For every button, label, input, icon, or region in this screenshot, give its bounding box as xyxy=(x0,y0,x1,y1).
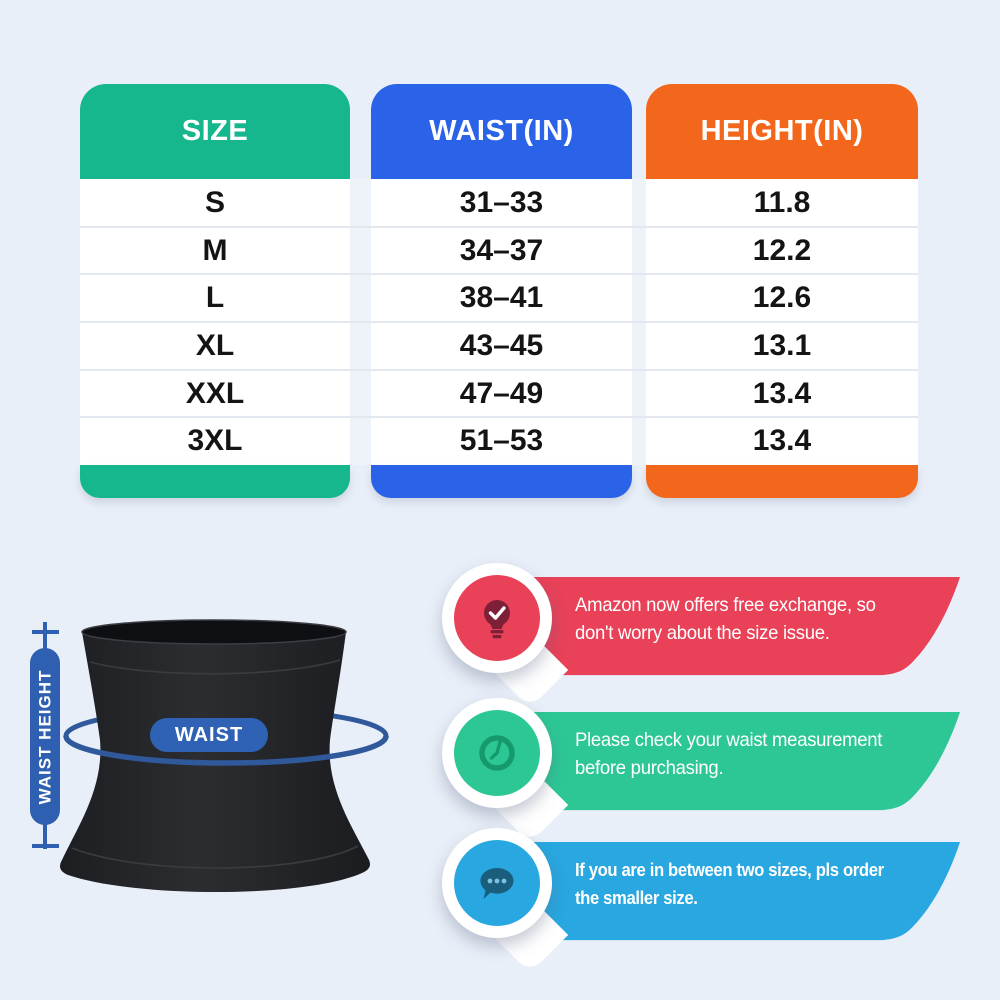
table-footer-bar-blue xyxy=(371,465,632,498)
note-text xyxy=(575,855,925,913)
table-row xyxy=(80,179,918,227)
lightbulb-check-icon xyxy=(473,594,521,642)
column-header-height xyxy=(646,84,918,179)
cell-waist: 47–49 xyxy=(459,376,544,410)
column-header-size xyxy=(80,84,350,179)
waist-label-pill xyxy=(150,718,268,752)
cell-size: L xyxy=(205,281,225,315)
column-header-waist xyxy=(371,84,632,179)
note-text xyxy=(575,590,925,648)
badge-circle xyxy=(442,698,552,808)
table-row xyxy=(80,227,918,275)
note-text xyxy=(575,725,925,783)
badge-circle xyxy=(442,828,552,938)
cell-waist: 38–41 xyxy=(459,281,544,315)
cell-size: XL xyxy=(195,328,235,362)
table-row xyxy=(80,370,918,418)
table-row xyxy=(80,274,918,322)
cell-size: M xyxy=(202,233,228,267)
table-footer-bar-orange xyxy=(646,465,918,498)
cell-waist: 34–37 xyxy=(459,233,544,267)
cell-waist: 43–45 xyxy=(459,328,544,362)
waist-height-label-pill xyxy=(30,648,60,825)
chat-dots-icon xyxy=(473,859,521,907)
measure-cap-bottom xyxy=(32,844,59,848)
cell-height: 13.4 xyxy=(752,376,812,410)
cell-size: S xyxy=(204,185,225,219)
table-row xyxy=(80,417,918,465)
clock-icon xyxy=(473,729,521,777)
cell-size: 3XL xyxy=(187,424,243,458)
note-line-1: If you are in between two sizes, pls order xyxy=(575,859,884,880)
badge-circle xyxy=(442,563,552,673)
note-line-1: Amazon now offers free exchange, so xyxy=(575,594,876,616)
measure-cap-top xyxy=(32,630,59,634)
cell-waist: 51–53 xyxy=(459,424,544,458)
table-footer-bar-green xyxy=(80,465,350,498)
note-banner-between-sizes xyxy=(440,827,980,962)
column-header-waist-label: WAIST(IN) xyxy=(429,115,574,147)
table-row xyxy=(80,322,918,370)
cell-height: 12.6 xyxy=(752,281,812,315)
cell-size: XXL xyxy=(185,376,245,410)
cell-waist: 31–33 xyxy=(459,185,544,219)
column-header-size-label: SIZE xyxy=(181,115,249,147)
cell-height: 11.8 xyxy=(753,185,811,219)
cell-height: 13.4 xyxy=(752,424,812,458)
column-header-height-label: HEIGHT(IN) xyxy=(700,115,864,147)
size-table-body xyxy=(80,179,918,465)
note-banner-measure xyxy=(440,697,980,832)
note-line-2: before purchasing. xyxy=(575,757,724,779)
measure-line-top xyxy=(43,622,47,650)
note-line-2: don't worry about the size issue. xyxy=(575,622,830,644)
note-banner-exchange xyxy=(440,562,980,697)
note-line-1: Please check your waist measurement xyxy=(575,729,883,751)
waist-label: WAIST xyxy=(174,723,244,746)
waist-height-label: WAIST HEIGHT xyxy=(35,669,54,804)
cell-height: 13.1 xyxy=(752,328,812,362)
note-line-2: the smaller size. xyxy=(575,887,698,908)
cell-height: 12.2 xyxy=(752,233,812,267)
